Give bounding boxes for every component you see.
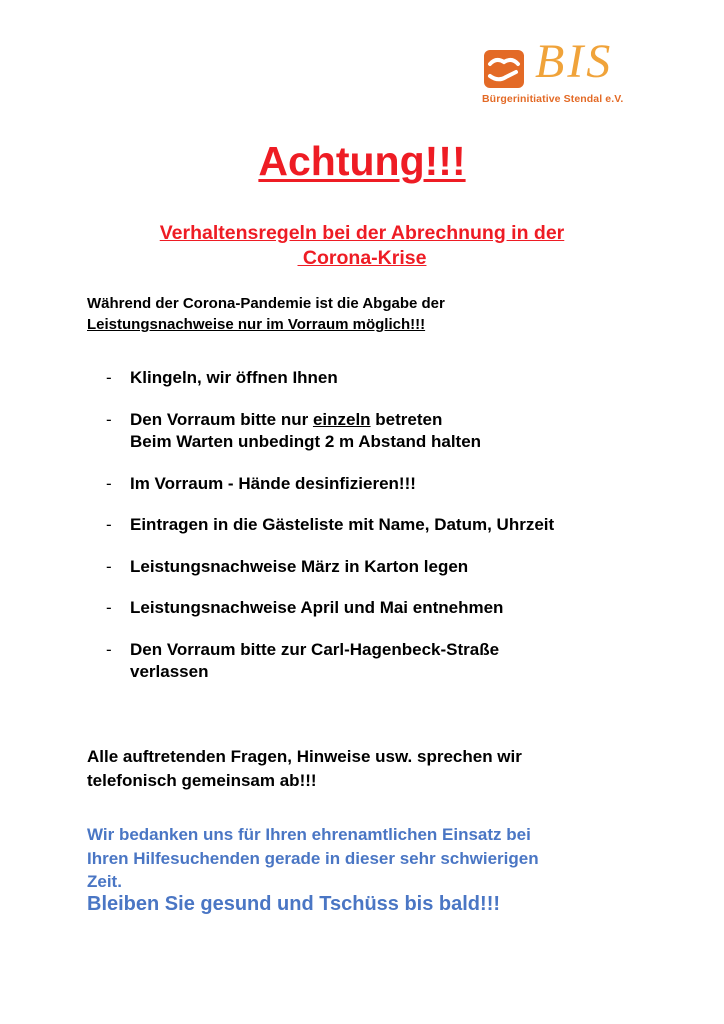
page-title xyxy=(0,138,724,185)
rule-text: Im Vorraum - Hände desinfizieren!!! xyxy=(130,473,416,493)
list-item xyxy=(106,639,554,684)
subtitle-line-2: Corona-Krise xyxy=(297,247,427,269)
logo-name: BIS xyxy=(535,35,614,88)
closing-paragraph xyxy=(87,745,522,793)
list-item xyxy=(106,556,554,579)
thanks-line-2: Ihren Hilfesuchenden gerade in dieser sehr schwierigen xyxy=(87,848,539,868)
intro-paragraph xyxy=(87,293,445,335)
rule-text-line-2: Beim Warten unbedingt 2 m Abstand halten xyxy=(130,432,482,451)
thanks-line-3: Zeit. xyxy=(87,872,122,891)
list-item xyxy=(106,409,554,454)
bis-logo xyxy=(482,35,647,110)
list-item xyxy=(106,597,554,620)
thanks-line-1: Wir bedanken uns für Ihren ehrenamtlichen Einsatz bei xyxy=(87,825,531,844)
rule-text-after: betreten xyxy=(370,409,443,429)
rules-list xyxy=(106,367,554,703)
subtitle-line-1: Verhaltensregeln bei der Abrechnung in der xyxy=(159,222,565,244)
farewell-text: Bleiben Sie gesund und Tschüss bis bald!!! xyxy=(87,893,501,915)
page-subtitle xyxy=(0,221,724,271)
intro-line-2: Leistungsnachweise nur im Vorraum möglich!!! xyxy=(87,316,426,333)
rule-text-before: Den Vorraum bitte nur xyxy=(130,409,313,429)
rule-text: Leistungsnachweise April und Mai entnehmen xyxy=(130,598,504,617)
list-item xyxy=(106,367,554,390)
intro-line-1: Während der Corona-Pandemie ist die Abgabe der xyxy=(87,295,445,312)
rule-text-emphasis: einzeln xyxy=(312,409,371,429)
rule-text-line-2: verlassen xyxy=(130,662,209,681)
hands-heart-icon xyxy=(482,48,526,90)
page-title-text: Achtung!!! xyxy=(258,138,466,184)
closing-line-2: telefonisch gemeinsam ab!!! xyxy=(87,771,317,790)
list-item xyxy=(106,473,554,496)
closing-line-1: Alle auftretenden Fragen, Hinweise usw. sprechen wir xyxy=(87,747,522,766)
rule-text: Leistungsnachweise März in Karton legen xyxy=(130,556,469,576)
rule-text: Den Vorraum bitte zur Carl-Hagenbeck-Straße xyxy=(130,639,500,659)
list-item xyxy=(106,514,554,537)
rule-text: Klingeln, wir öffnen Ihnen xyxy=(130,368,338,387)
thanks-paragraph xyxy=(87,823,539,894)
logo-subtitle: Bürgerinitiative Stendal e.V. xyxy=(482,93,624,105)
rule-text: Eintragen in die Gästeliste mit Name, Datum, Uhrzeit xyxy=(130,515,555,534)
